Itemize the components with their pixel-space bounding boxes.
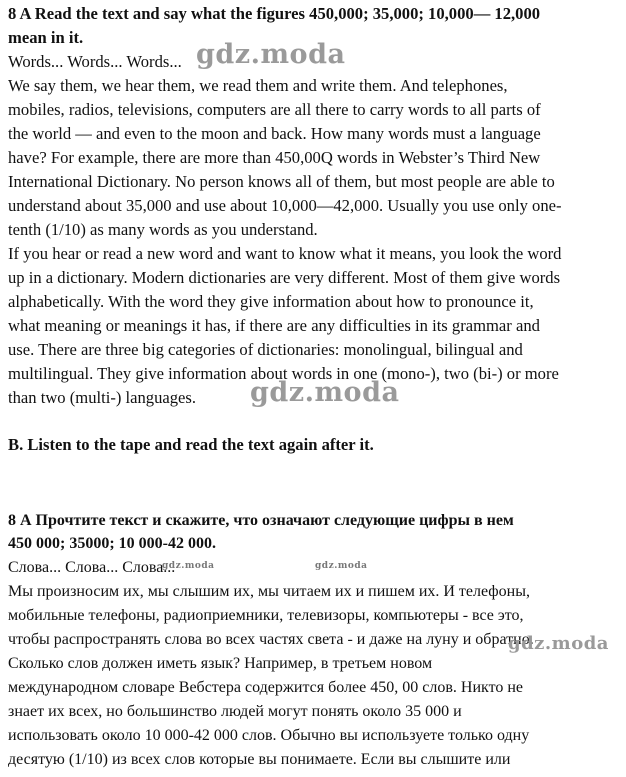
watermark-logo: gdz.moda	[162, 561, 215, 571]
watermark-logo: gdz.moda	[196, 39, 346, 70]
exercise-heading-en-line-1: 8 A Read the text and say what the figures 450,000; 35,000; 10,000— 12,000	[8, 4, 541, 23]
body-en-line-14: multilingual. They give information about words in one (mono-), two (bi-) or more	[8, 364, 559, 383]
body-en-line-15: than two (multi-) languages.	[8, 388, 197, 407]
body-en-line-6: International Dictionary. No person knows all of them, but most people are able to	[8, 172, 555, 191]
body-ru-line-6: международном словаре Вебстера содержится более 450, 00 слов. Никто не	[8, 679, 524, 696]
body-en-line-7: understand about 35,000 and use about 10,000—42,000. Usually you use only one-	[8, 196, 562, 215]
task-b-instruction: B. Listen to the tape and read the text again after it.	[8, 435, 374, 454]
body-ru-line-1: Слова... Слова... Слова...	[8, 559, 176, 576]
body-en-line-2: We say them, we hear them, we read them and write them. And telephones,	[8, 76, 508, 95]
watermark-logo: gdz.moda	[250, 377, 400, 408]
body-en-line-8: tenth (1/10) as many words as you understand.	[8, 220, 318, 239]
body-en-line-13: use. There are three big categories of dictionaries: monolingual, bilingual and	[8, 340, 523, 359]
body-ru-line-8: использовать около 10 000-42 000 слов. Обычно вы используете только одну	[8, 727, 530, 744]
exercise-heading-ru-line-1: 8 А Прочтите текст и скажите, что означают следующие цифры в нем	[8, 512, 514, 529]
watermark-logo: gdz.moda	[315, 561, 368, 571]
body-ru-line-3: мобильные телефоны, радиоприемники, телевизоры, компьютеры - все это,	[8, 607, 524, 624]
body-en-line-10: up in a dictionary. Modern dictionaries are very different. Most of them give words	[8, 268, 561, 287]
body-en-line-4: the world — and even to the moon and back. How many words must a language	[8, 124, 541, 143]
body-en-line-9: If you hear or read a new word and want to know what it means, you look the word	[8, 244, 562, 263]
body-en-line-11: alphabetically. With the word they give information about how to pronounce it,	[8, 292, 534, 311]
body-en-line-3: mobiles, radios, televisions, computers are all there to carry words to all parts of	[8, 100, 541, 119]
body-ru-line-7: знает их всех, но большинство людей могут понять около 35 000 и	[8, 703, 462, 720]
body-ru-line-5: Сколько слов должен иметь язык? Например, в третьем новом	[8, 655, 433, 672]
body-en-line-12: what meaning or meanings it has, if there are any difficulties in its grammar and	[8, 316, 540, 335]
body-en-line-1: Words... Words... Words...	[8, 52, 182, 71]
body-ru-line-9: десятую (1/10) из всех слов которые вы понимаете. Если вы слышите или	[8, 751, 511, 768]
body-ru-line-2: Мы произносим их, мы слышим их, мы читаем их и пишем их. И телефоны,	[8, 583, 530, 600]
body-en-line-5: have? For example, there are more than 450,00Q words in Webster’s Third New	[8, 148, 541, 167]
exercise-heading-ru-line-2: 450 000; 35000; 10 000-42 000.	[8, 535, 216, 552]
exercise-heading-en-line-2: mean in it.	[8, 28, 84, 47]
body-ru-line-4: чтобы распространять слова во всех частях света - и даже на луну и обратно.	[8, 631, 534, 648]
watermark-logo: gdz.moda	[508, 633, 609, 654]
